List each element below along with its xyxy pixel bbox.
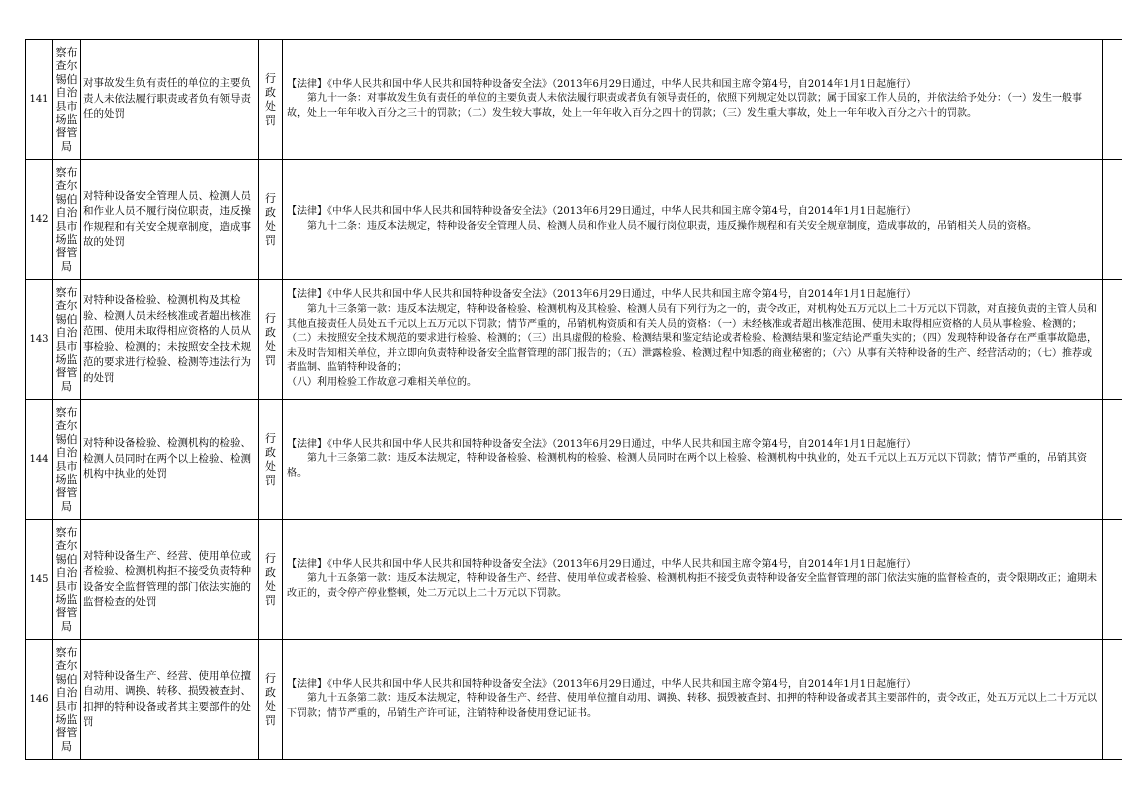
law-citation: 【法律】《中华人民共和国中华人民共和国特种设备安全法》（2013年6月29日通过，中华人民共和国主席令第4号，自2014年1月1日起施行） (287, 558, 917, 570)
penalty-item-cell: 对事故发生负有责任的单位的主要负责人未依法履行职责或者负有领导责任的处罚 (81, 40, 259, 160)
table-row (26, 40, 1122, 160)
blank-cell (1103, 160, 1122, 280)
blank-cell (1103, 400, 1122, 520)
row-number: 146 (26, 640, 53, 760)
law-citation: 【法律】《中华人民共和国中华人民共和国特种设备安全法》（2013年6月29日通过，中华人民共和国主席令第4号，自2014年1月1日起施行） (287, 678, 917, 690)
legal-basis-cell (283, 280, 1103, 400)
table-row (26, 640, 1122, 760)
table-row (26, 400, 1122, 520)
authority-type-cell: 行政处罚 (259, 520, 283, 640)
clause-text: 第九十三条第二款：违反本法规定，特种设备检验、检测机构的检验、检测人员同时在两个以上检验、检测机构中执业的，处五千元以上五万元以下罚款；情节严重的，吊销其资格。 (287, 453, 1087, 479)
row-number: 145 (26, 520, 53, 640)
clause-text: 第九十五条第二款：违反本法规定，特种设备生产、经营、使用单位擅自动用、调换、转移、损毁被查封、扣押的特种设备或者其主要部件的，责令改正，处五万元以上二十万元以下罚款；情节严重的，吊销生产许可证，注销特种设备使用登记证书。 (287, 693, 1097, 719)
row-number: 143 (26, 280, 53, 400)
authority-type-cell: 行政处罚 (259, 400, 283, 520)
department-cell: 察布查尔锡伯自治县市场监督管局 (53, 280, 81, 400)
law-citation: 【法律】《中华人民共和国中华人民共和国特种设备安全法》（2013年6月29日通过，中华人民共和国主席令第4号，自2014年1月1日起施行） (287, 438, 917, 450)
blank-cell (1103, 640, 1122, 760)
legal-basis-cell (283, 40, 1103, 160)
clause-text: 第九十三条第一款：违反本法规定，特种设备检验、检测机构及其检验、检测人员有下列行为之一的，责令改正，对机构处五万元以上二十万元以下罚款，对直接负责的主管人员和其他直接责任人员处五千元以上五万元以下罚款；情节严重的，吊销机构资质和有关人员的资格：（一）未经核准或者超出核准范围、使用未取得相应资格的人员从事检验、检测的；（二）未按照安全技术规范的要求进行检验、检测的；（三）出具虚假的检验、检测结果和鉴定结论或者检验、检测结果和鉴定结论严重失实的；（四）发现特种设备存在严重事故隐患，未及时告知相关单位，并立即向负责特种设备安全监督管理的部门报告的；（五）泄露检验、检测过程中知悉的商业秘密的；（六）从事有关特种设备的生产、经营活动的；（七）推荐或者监制、监销特种设备的； (287, 304, 1097, 374)
penalty-item-cell: 对特种设备生产、经营、使用单位或者检验、检测机构拒不接受负责特种设备安全监督管理的部门依法实施的监督检查的处罚 (81, 520, 259, 640)
department-cell: 察布查尔锡伯自治县市场监督管局 (53, 40, 81, 160)
legal-basis-cell (283, 160, 1103, 280)
blank-cell (1103, 280, 1122, 400)
clause-text: 第九十五条第一款：违反本法规定，特种设备生产、经营、使用单位或者检验、检测机构拒不接受负责特种设备安全监督管理的部门依法实施的监督检查的，责令限期改正；逾期未改正的，责令停产停业整顿，处二万元以上二十万元以下罚款。 (287, 573, 1097, 599)
legal-basis-cell (283, 400, 1103, 520)
penalty-item-cell: 对特种设备生产、经营、使用单位擅自动用、调换、转移、损毁被查封、扣押的特种设备或者其主要部件的处罚 (81, 640, 259, 760)
authority-type-cell: 行政处罚 (259, 280, 283, 400)
legal-basis-cell (283, 520, 1103, 640)
penalty-item-cell: 对特种设备检验、检测机构的检验、检测人员同时在两个以上检验、检测机构中执业的处罚 (81, 400, 259, 520)
clause-tail-text: （八）利用检验工作故意刁难相关单位的。 (287, 376, 477, 388)
clause-text: 第九十一条：对事故发生负有责任的单位的主要负责人未依法履行职责或者负有领导责任的，依照下列规定处以罚款；属于国家工作人员的，并依法给予处分：（一）发生一般事故，处上一年年收入百分之三十的罚款；（二）发生较大事故，处上一年年收入百分之四十的罚款；（三）发生重大事故，处上一年年收入百分之六十的罚款。 (287, 93, 1082, 119)
penalty-items-table (25, 39, 1122, 760)
blank-cell (1103, 520, 1122, 640)
blank-cell (1103, 40, 1122, 160)
authority-type-cell: 行政处罚 (259, 640, 283, 760)
table-row (26, 280, 1122, 400)
law-citation: 【法律】《中华人民共和国中华人民共和国特种设备安全法》（2013年6月29日通过，中华人民共和国主席令第4号，自2014年1月1日起施行） (287, 78, 917, 90)
row-number: 141 (26, 40, 53, 160)
authority-type-cell: 行政处罚 (259, 40, 283, 160)
table-row (26, 160, 1122, 280)
law-citation: 【法律】《中华人民共和国中华人民共和国特种设备安全法》（2013年6月29日通过，中华人民共和国主席令第4号，自2014年1月1日起施行） (287, 205, 917, 217)
penalty-item-cell: 对特种设备检验、检测机构及其检验、检测人员未经核准或者超出核准范围、使用未取得相应资格的人员从事检验、检测的；未按照安全技术规范的要求进行检验、检测等违法行为的处罚 (81, 280, 259, 400)
penalty-item-cell: 对特种设备安全管理人员、检测人员和作业人员不履行岗位职责，违反操作规程和有关安全规章制度，造成事故的处罚 (81, 160, 259, 280)
legal-basis-cell (283, 640, 1103, 760)
clause-text: 第九十二条：违反本法规定，特种设备安全管理人员、检测人员和作业人员不履行岗位职责，违反操作规程和有关安全规章制度，造成事故的，吊销相关人员的资格。 (307, 220, 1037, 232)
department-cell: 察布查尔锡伯自治县市场监督管局 (53, 520, 81, 640)
row-number: 144 (26, 400, 53, 520)
table-row (26, 520, 1122, 640)
department-cell: 察布查尔锡伯自治县市场监督管局 (53, 160, 81, 280)
row-number: 142 (26, 160, 53, 280)
department-cell: 察布查尔锡伯自治县市场监督管局 (53, 400, 81, 520)
law-citation: 【法律】《中华人民共和国中华人民共和国特种设备安全法》（2013年6月29日通过，中华人民共和国主席令第4号，自2014年1月1日起施行） (287, 289, 917, 301)
authority-type-cell: 行政处罚 (259, 160, 283, 280)
department-cell: 察布查尔锡伯自治县市场监督管局 (53, 640, 81, 760)
